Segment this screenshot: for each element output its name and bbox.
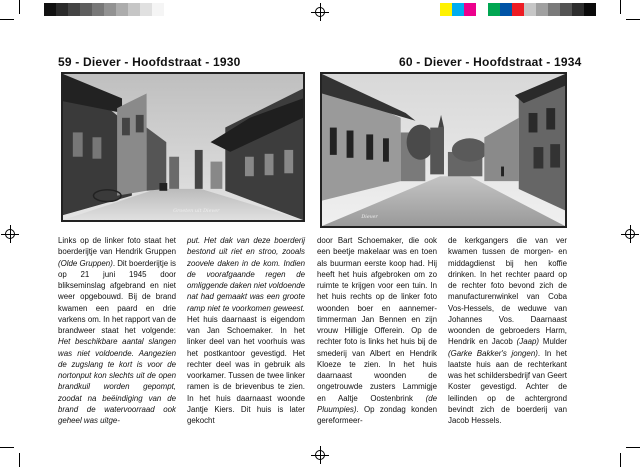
cmyk-swatch <box>476 3 488 16</box>
text-run: (Garke Bakker's jongen) <box>448 348 538 358</box>
gray-swatch <box>92 3 104 16</box>
text-run: put. Het dak van deze boerderij bestond uit riet en stroo, zooals zoovele daken in de kom. Indien de voorafgaande regen de omliggende daken niet voldoende nat had gemaakt was een groote ramp niet te voorkomen geweest. <box>187 236 306 313</box>
left-page-title: 59 - Diever - Hoofdstraat - 1930 <box>58 55 241 69</box>
cmyk-swatch <box>548 3 560 16</box>
right-photo-caption: Diever <box>361 214 378 221</box>
gray-swatch <box>104 3 116 16</box>
cmyk-swatch <box>572 3 584 16</box>
crop-mark-bottom-left-v <box>19 453 20 467</box>
gray-swatch <box>68 3 80 16</box>
gray-swatch <box>116 3 128 16</box>
crop-mark-bottom-right-v <box>620 453 621 467</box>
text-run: . Dit boerderijtje is op 21 juni 1945 door blikseminslag afgebrand en niet weer opgebouwd. Bij de brand kwamen een paard en drie varkens om. In het rapport van de brandweer staat het volgende: <box>58 258 176 335</box>
text-run: (Jaap) <box>516 337 540 347</box>
cmyk-swatch <box>500 3 512 16</box>
gray-swatch <box>152 3 164 16</box>
text-run: Mulder <box>539 337 568 347</box>
grayscale-color-bar <box>44 3 164 16</box>
left-historic-photo <box>61 72 305 222</box>
registration-mark-left <box>4 228 16 240</box>
cmyk-swatch <box>440 3 452 16</box>
gray-swatch <box>44 3 56 16</box>
text-run: Links op de linker foto staat het boerderijtje van Hendrik Gruppen <box>58 236 176 257</box>
cmyk-swatch <box>584 3 596 16</box>
right-page-column-1 <box>317 235 437 426</box>
left-photo-caption: Groeten uit Diever <box>173 208 220 215</box>
registration-mark-bottom <box>314 449 326 461</box>
cmyk-swatch <box>560 3 572 16</box>
left-page-column-1 <box>58 235 176 426</box>
registration-mark-right <box>624 228 636 240</box>
text-run: Het beschikbare aantal slangen was niet voldoende. Aangezien de zugslang te kort is voor de nortonput kon slechts uit de open brandkuil worden gepompt, zoodat na beëindiging van de brand de watervoorraad ook geheel was uitge- <box>58 337 176 425</box>
crop-mark-top-right-v <box>620 0 621 14</box>
right-page-title: 60 - Diever - Hoofdstraat - 1934 <box>399 55 582 69</box>
text-run: de kerkgangers die van ver kwamen tussen de morgen- en middagdienst bij hen koffie drinken. In het rechter paard op de rechter foto bevond zich de manufacturenwinkel van Coba Vos-Hessels, de weduwe van Johannes Vos. Daarnaast woonden de gebroeders Harm, Hendrik en Jacob <box>448 236 567 347</box>
text-run: (Olde Gruppen) <box>58 258 113 268</box>
crop-mark-bottom-right <box>626 447 640 448</box>
gray-swatch <box>56 3 68 16</box>
registration-mark-top <box>314 6 326 18</box>
gray-swatch <box>128 3 140 16</box>
cmyk-swatch <box>512 3 524 16</box>
cmyk-color-bar <box>440 3 608 16</box>
right-historic-photo <box>320 72 567 228</box>
left-page-column-2 <box>187 235 305 426</box>
crop-mark-top-right <box>626 19 640 20</box>
text-run: (de Pluumpies) <box>317 393 437 414</box>
cmyk-swatch <box>452 3 464 16</box>
gray-swatch <box>140 3 152 16</box>
text-run: door Bart Schoemaker, die ook een beetje makelaar was en toen als buurman eerste koop had. Hij heeft het huis afgebroken om zo ruimte te krijgen voor een tuin. In het huis rechts op de linker foto woonden boer en aannemer-timmerman Jan Bennen en zijn vrouw Hilligje Offerein. Op de rechter foto is links het huis bij de smederij van Albert en Hendrik Kloeze te zien. In het huis daarnaast woonden de ongetrouwde zusters Lammigje en Aaltje Oostenbrink <box>317 236 437 403</box>
cmyk-swatch <box>596 3 608 16</box>
gray-swatch <box>80 3 92 16</box>
cmyk-swatch <box>536 3 548 16</box>
cmyk-swatch <box>488 3 500 16</box>
text-run: . In het laatste huis aan de rechterkant was het schildersbedrijf van Geert Koster gevestigd. Achter de leilinden op de achtergrond bevindt zich de boerderij van Jacob Hessels. <box>448 348 567 425</box>
right-page-column-2 <box>448 235 567 426</box>
text-run: Het huis daarnaast is eigendom van Jan Schoemaker. In het linker deel van het voorhuis was het postkantoor gevestigd. Het rechter deel was in gebruik als voorkamer. Tussen de twee linker ramen is de brievenbus te zien. In het huis daarnaast woonde Jantje Kiers. Dit huis is later gekocht <box>187 314 305 425</box>
crop-mark-top-left <box>0 19 14 20</box>
crop-mark-bottom-left <box>0 447 14 448</box>
cmyk-swatch <box>524 3 536 16</box>
text-run: . Op zondag konden gereformeer- <box>317 404 437 425</box>
cmyk-swatch <box>464 3 476 16</box>
crop-mark-top-left-v <box>19 0 20 14</box>
